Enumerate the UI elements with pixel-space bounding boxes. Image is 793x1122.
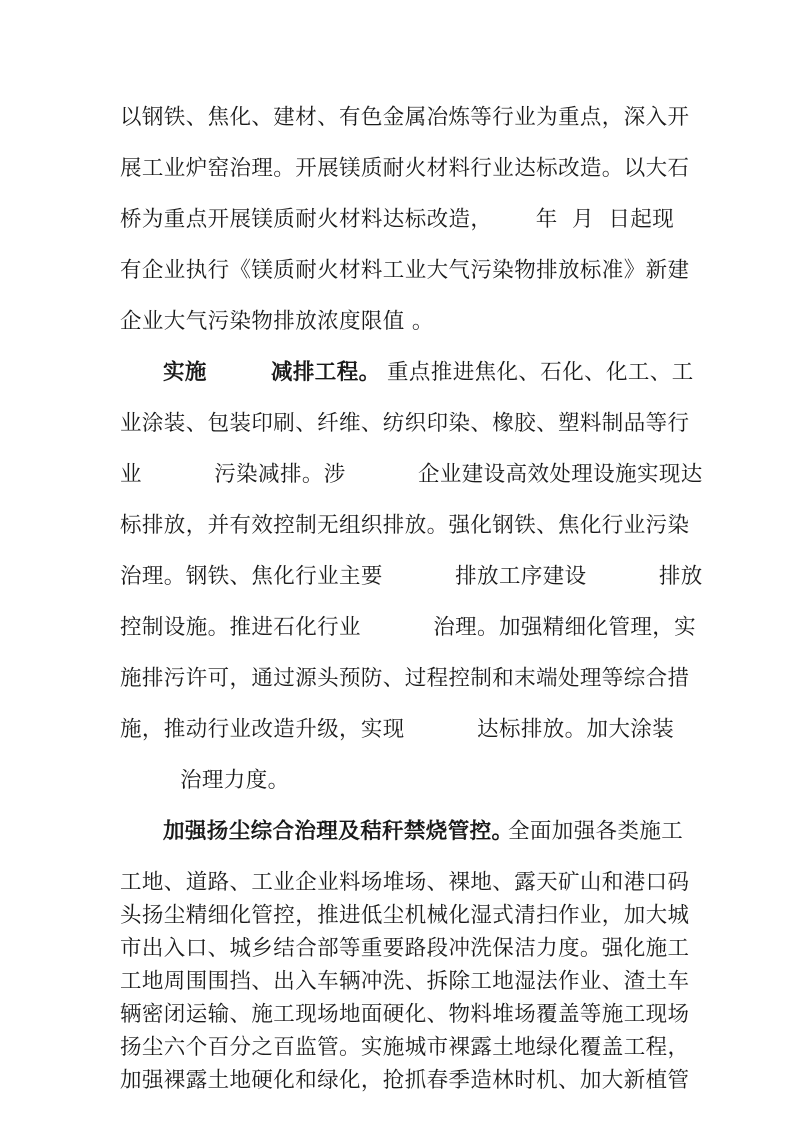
paragraph3-heading: 加强扬尘综合治理及秸秆禁烧管控。 bbox=[163, 819, 514, 844]
paragraph3-line-6: 扬尘六个百分之百监管。实施城市裸露土地绿化覆盖工程， bbox=[120, 1035, 690, 1060]
paragraph1-line-5: 企业大气污染物排放浓度限值 。 bbox=[120, 309, 434, 334]
paragraph2-line-1: 业涂装、包装印刷、纤维、纺织印染、橡胶、塑料制品等行 bbox=[120, 411, 690, 436]
paragraph3-line-4: 工地周围围挡、出入车辆冲洗、拆除工地湿法作业、渣土车 bbox=[120, 969, 690, 994]
paragraph3-line-1: 工地、道路、工业企业料场堆场、裸地、露天矿山和港口码 bbox=[120, 870, 690, 895]
paragraph3-line-7: 加强裸露土地硬化和绿化，抢抓春季造林时机、加大新植管 bbox=[120, 1068, 690, 1093]
paragraph1-line-4: 有企业执行《镁质耐火材料工业大气污染物排放标准》新建 bbox=[120, 258, 690, 283]
paragraph1-line-2: 展工业炉窑治理。开展镁质耐火材料行业达标改造。以大石 bbox=[120, 156, 690, 181]
paragraph3-line-2: 头扬尘精细化管控，推进低尘机械化湿式清扫作业，加大城 bbox=[120, 903, 690, 928]
paragraph3-line-5: 辆密闭运输、施工现场地面硬化、物料堆场覆盖等施工现场 bbox=[120, 1002, 690, 1027]
paragraph1-line-3: 桥为重点开展镁质耐火材料达标改造， 年 月 日起现 bbox=[120, 207, 675, 232]
paragraph2-line-7: 施，推动行业改造升级，实现 达标排放。加大涂装 bbox=[120, 717, 675, 742]
paragraph2-heading-b: 减排工程。 bbox=[271, 360, 381, 385]
paragraph3-first-line-rest: 全面加强各类施工 bbox=[508, 819, 684, 844]
paragraph2-line-2: 业 污染减排。涉 企业建设高效处理设施实现达 bbox=[120, 462, 703, 487]
paragraph2-line-3: 标排放，并有效控制无组织排放。强化钢铁、焦化行业污染 bbox=[120, 513, 690, 538]
paragraph2-heading-a: 实施 bbox=[163, 360, 207, 385]
paragraph3-line-3: 市出入口、城乡结合部等重要路段冲洗保洁力度。强化施工 bbox=[120, 936, 690, 961]
paragraph2-first-line-rest: 重点推进焦化、石化、化工、工 bbox=[387, 360, 694, 385]
paragraph2-line-5: 控制设施。推进石化行业 治理。加强精细化管理，实 bbox=[120, 615, 697, 640]
paragraph2-line-4: 治理。钢铁、焦化行业主要 排放工序建设 排放 bbox=[120, 564, 703, 589]
paragraph2-line-6: 施排污许可，通过源头预防、过程控制和末端处理等综合措 bbox=[120, 666, 690, 691]
paragraph2-line-8: 治理力度。 bbox=[180, 768, 290, 793]
paragraph1-line-1: 以钢铁、焦化、建材、有色金属冶炼等行业为重点，深入开 bbox=[120, 105, 690, 130]
